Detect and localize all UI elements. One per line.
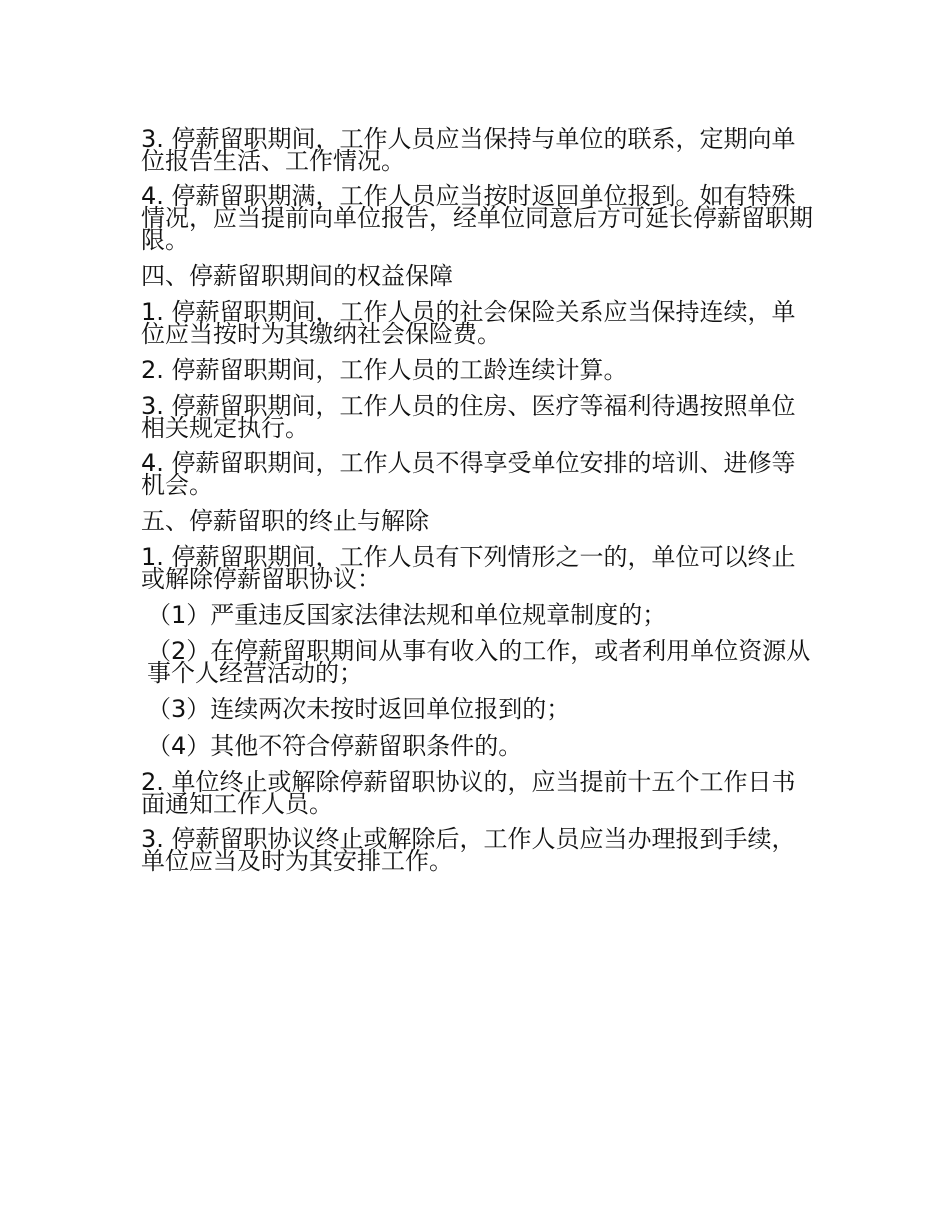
paragraph-3-contact: 3. 停薪留职期间，工作人员应当保持与单位的联系，定期向单位报告生活、工作情况。 (141, 125, 796, 175)
document-body (141, 125, 813, 885)
paragraph-1-termination: 1. 停薪留职期间，工作人员有下列情形之一的，单位可以终止或解除停薪留职协议： (141, 543, 796, 593)
paragraph-3-welfare: 3. 停薪留职期间，工作人员的住房、医疗等福利待遇按照单位相关规定执行。 (141, 392, 796, 442)
sub-item-4: （4）其他不符合停薪留职条件的。 (147, 732, 523, 760)
sub-item-1: （1）严重违反国家法律法规和单位规章制度的； (147, 601, 667, 629)
paragraph-2-seniority: 2. 停薪留职期间，工作人员的工龄连续计算。 (141, 356, 628, 384)
section-heading-5: 五、停薪留职的终止与解除 (141, 507, 429, 535)
paragraph-3-reinstatement: 3. 停薪留职协议终止或解除后，工作人员应当办理报到手续，单位应当及时为其安排工作。 (141, 825, 796, 875)
sub-item-2: （2）在停薪留职期间从事有收入的工作，或者利用单位资源从事个人经营活动的； (147, 637, 811, 687)
paragraph-1-insurance: 1. 停薪留职期间，工作人员的社会保险关系应当保持连续，单位应当按时为其缴纳社会保险费。 (141, 298, 796, 348)
paragraph-4-return: 4. 停薪留职期满，工作人员应当按时返回单位报到。如有特殊情况，应当提前向单位报告，经单位同意后方可延长停薪留职期限。 (141, 182, 813, 254)
section-heading-4: 四、停薪留职期间的权益保障 (141, 262, 453, 290)
paragraph-4-training: 4. 停薪留职期间，工作人员不得享受单位安排的培训、进修等机会。 (141, 449, 796, 499)
sub-item-3: （3）连续两次未按时返回单位报到的； (147, 695, 571, 723)
paragraph-2-notice: 2. 单位终止或解除停薪留职协议的，应当提前十五个工作日书面通知工作人员。 (141, 768, 796, 818)
